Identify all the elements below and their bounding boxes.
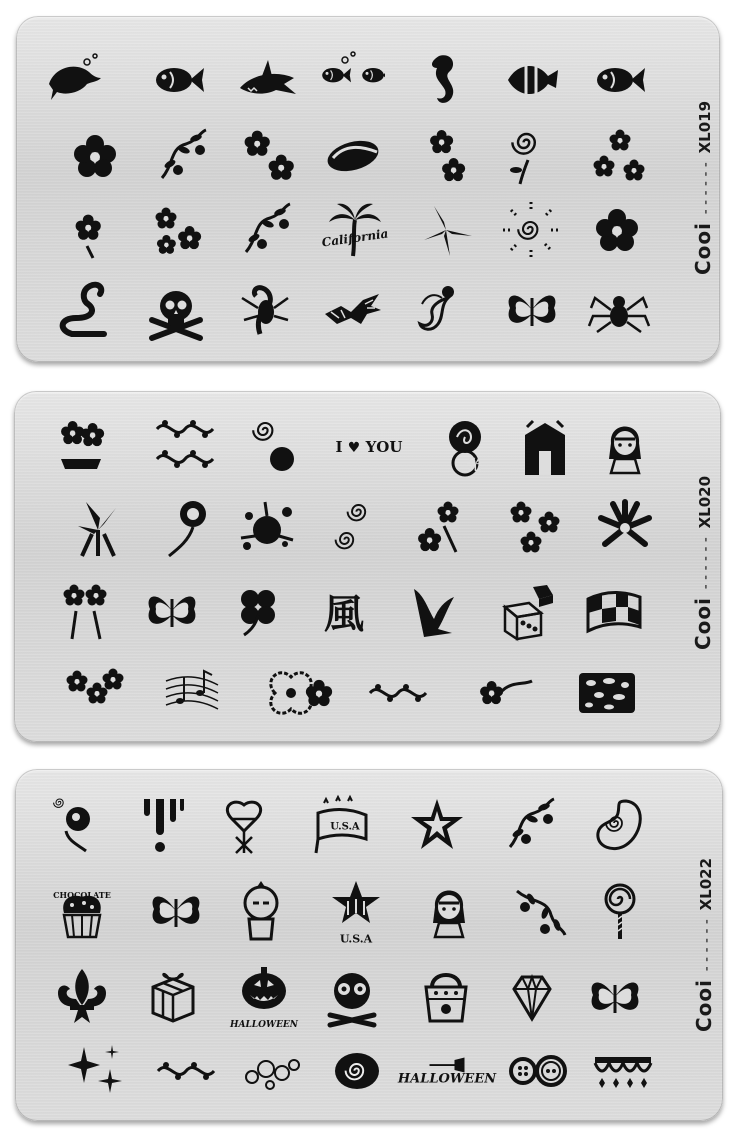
diamond-icon [500, 965, 564, 1029]
brand-label [691, 476, 715, 650]
brand-label [691, 101, 715, 275]
butterfly-icon [140, 579, 204, 643]
butterfly-icon [500, 278, 564, 342]
rose-icon [496, 124, 560, 188]
flower-swoosh-icon [472, 661, 536, 725]
plate-code: XL020 [696, 475, 715, 529]
flower-stem-icon [234, 198, 298, 262]
cherry-blossom-icon [51, 415, 115, 479]
dolphin-icon [41, 48, 105, 112]
spider-icon [587, 278, 651, 342]
halloween-text: HALLOWEEN [397, 1071, 497, 1087]
butterfly-icon [583, 965, 647, 1029]
daisy-icon [593, 496, 657, 560]
brand-name: Cooi [691, 222, 716, 276]
floral-cluster-icon [61, 661, 125, 725]
tropical-fish-icon [144, 48, 208, 112]
lily-icon [404, 579, 468, 643]
iris-icon [66, 496, 130, 560]
fleur-de-lis-icon [50, 965, 114, 1029]
dice-icon [495, 579, 559, 643]
skull-crossbones-icon [144, 278, 208, 342]
paisley-icon [586, 793, 650, 857]
plate-code: XL022 [697, 857, 716, 911]
vine-border-icon [153, 415, 217, 479]
surfboard-icon [321, 124, 385, 188]
hibiscus-icon [63, 124, 127, 188]
kanji-swirl-icon [242, 415, 306, 479]
lace-border-icon [591, 1039, 655, 1103]
music-notes-icon [160, 661, 224, 725]
scorpion-icon [230, 278, 294, 342]
halloween-pumpkin-text: HALLOWEEN [229, 1020, 299, 1030]
kanji-badge-icon [433, 415, 497, 479]
chocolate-text: CHOCOLATE [53, 890, 111, 900]
doll-icon [229, 879, 293, 943]
plate-code: XL019 [696, 100, 715, 154]
swirl-vine-icon [325, 496, 389, 560]
brand-name: Cooi [692, 979, 717, 1033]
stamping-plate-xl019 [16, 16, 720, 362]
lily-icon [414, 198, 478, 262]
flower-branch-icon [412, 496, 476, 560]
blossom-cluster-icon [505, 496, 569, 560]
girl-icon [417, 879, 481, 943]
stamping-plate-xl022 [15, 769, 723, 1121]
angelfish-icon [498, 48, 562, 112]
sparkle-icon [64, 1039, 128, 1103]
stamping-plate-xl020 [14, 391, 721, 742]
kanji-wind-text: 風 [324, 591, 364, 638]
drips-icon [130, 793, 194, 857]
checkered-flag-icon [582, 579, 646, 643]
tropical-flower-icon [585, 198, 649, 262]
cobra-icon [52, 278, 116, 342]
handbag-icon [414, 965, 478, 1029]
flower-badge-icon [299, 673, 339, 713]
eye-swirl-icon [48, 793, 112, 857]
rose-bunch-icon [54, 579, 118, 643]
you-text: YOU [365, 438, 403, 456]
scroll-border-icon [154, 1039, 218, 1103]
seahorse-icon [413, 48, 477, 112]
flower-trio-icon [588, 124, 652, 188]
kanji-light-text: 光 [467, 458, 481, 474]
flower-vine-icon [150, 124, 214, 188]
gift-box-icon [141, 965, 205, 1029]
eagle-icon [321, 278, 385, 342]
butterfly-icon [144, 879, 208, 943]
flower-sprig-icon [498, 793, 562, 857]
pumpkin-icon [232, 959, 296, 1023]
sun-swirl-icon [499, 198, 563, 262]
brand-dashes: ------ [698, 159, 715, 216]
sunflower-icon [155, 496, 219, 560]
cupcake-icon [50, 879, 114, 943]
skull-icon [320, 965, 384, 1029]
brand-name: Cooi [691, 597, 716, 651]
kanji-building-icon [513, 415, 577, 479]
bubbles-icon [240, 1039, 304, 1103]
clover-icon [226, 579, 290, 643]
goldfish-icon [585, 48, 649, 112]
shark-icon [236, 48, 300, 112]
heart-icon: ♥ [347, 440, 361, 456]
flower-branch-icon [57, 198, 121, 262]
i-love-you-text [336, 438, 403, 456]
usa-flag-text: U.S.A [330, 821, 360, 833]
kanji-girl-icon [593, 415, 657, 479]
usa-star-text: U.S.A [339, 932, 373, 946]
lollipop-icon [588, 879, 652, 943]
brand-dashes: ------ [699, 916, 716, 973]
brand-dashes: ------ [698, 534, 715, 591]
rose-icon [325, 1039, 389, 1103]
brand-label [692, 858, 716, 1032]
celtic-knot-icon [212, 793, 276, 857]
leopard-print-icon [575, 661, 639, 725]
vine-border-icon [366, 661, 430, 725]
fish-pair-icon [321, 48, 385, 112]
buttons-icon [505, 1039, 569, 1103]
california-text: California [320, 226, 390, 250]
flower-cluster-icon [414, 124, 478, 188]
i-text: I [335, 438, 343, 456]
star-burst-icon [405, 793, 469, 857]
flower-bouquet-icon [146, 198, 210, 262]
hibiscus-pair-icon [238, 124, 302, 188]
splatter-icon [235, 496, 299, 560]
mermaid-icon [410, 278, 474, 342]
flower-vine-icon [507, 879, 571, 943]
